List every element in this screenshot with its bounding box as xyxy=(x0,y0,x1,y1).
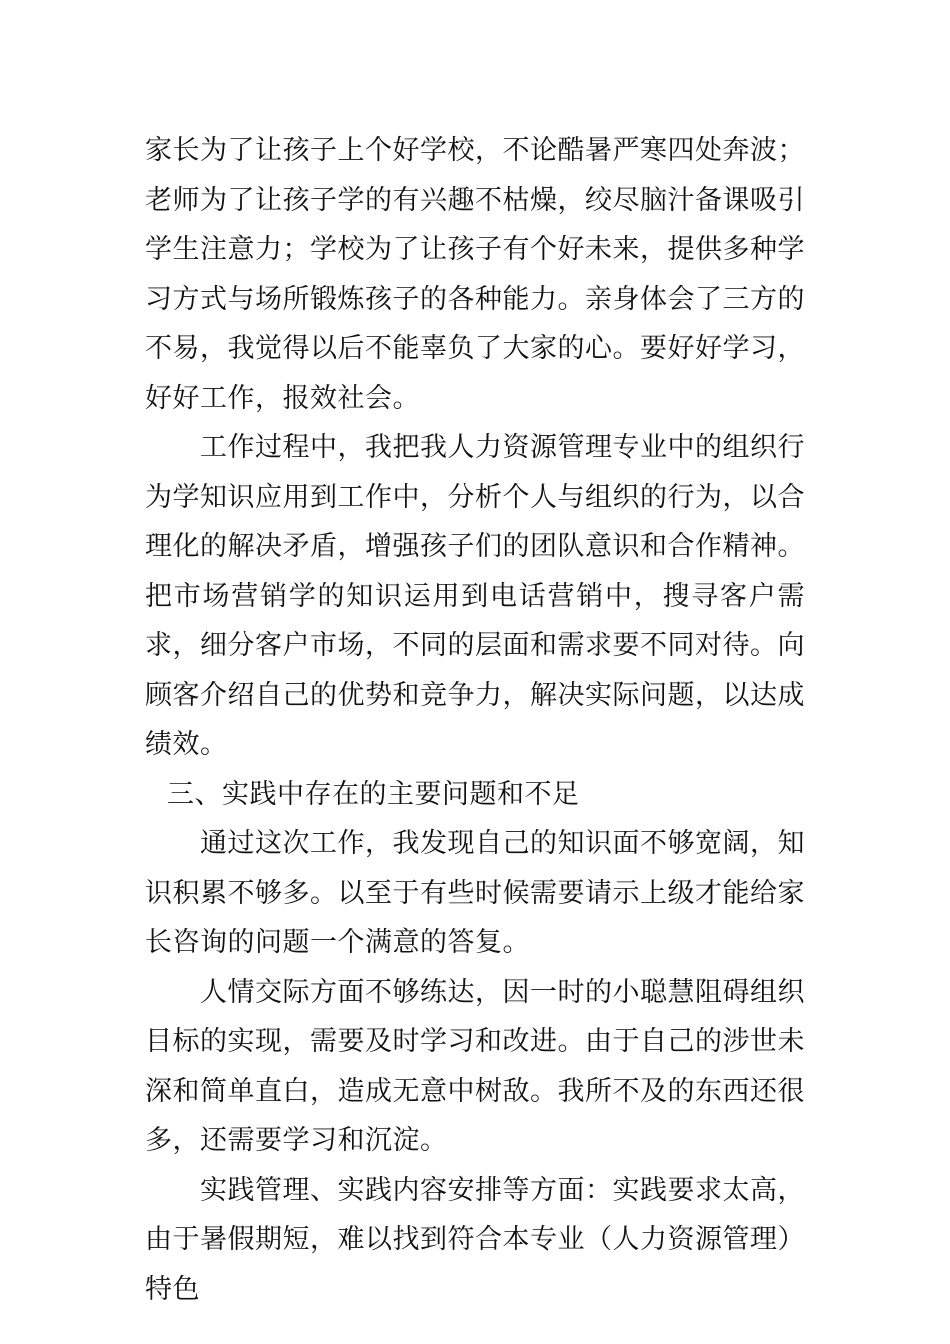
paragraph-continuation: 家长为了让孩子上个好学校，不论酷暑严寒四处奔波；老师为了让孩子学的有兴趣不枯燥，绞尽脑汁备课吸引学生注意力；学校为了让孩子有个好未来，提供多种学习方式与场所锻炼孩子的各种能力。亲身体会了三方的不易，我觉得以后不能辜负了大家的心。要好好学习，好好工作，报效社会。 xyxy=(145,135,805,414)
paragraph-work-process: 工作过程中，我把我人力资源管理专业中的组织行为学知识应用到工作中，分析个人与组织的行为，以合理化的解决矛盾，增强孩子们的团队意识和合作精神。把市场营销学的知识运用到电话营销中，搜寻客户需求，细分客户市场，不同的层面和需求要不同对待。向顾客介绍自己的优势和竞争力，解决实际问题，以达成绩效。 xyxy=(145,432,805,760)
document-body xyxy=(145,126,805,1314)
paragraph-knowledge: 通过这次工作，我发现自己的知识面不够宽阔，知识积累不够多。以至于有些时候需要请示上级才能给家长咨询的问题一个满意的答复。 xyxy=(145,828,805,958)
paragraph-social-skills: 人情交际方面不够练达，因一时的小聪慧阻碍组织目标的实现，需要及时学习和改进。由于自己的涉世未深和简单直白，造成无意中树敌。我所不及的东西还很多，还需要学习和沉淀。 xyxy=(145,976,805,1156)
section-heading: 三、实践中存在的主要问题和不足 xyxy=(167,778,580,810)
paragraph-practice-management: 实践管理、实践内容安排等方面：实践要求太高，由于暑假期短，难以找到符合本专业（人力资源管理）特色 xyxy=(145,1174,805,1305)
